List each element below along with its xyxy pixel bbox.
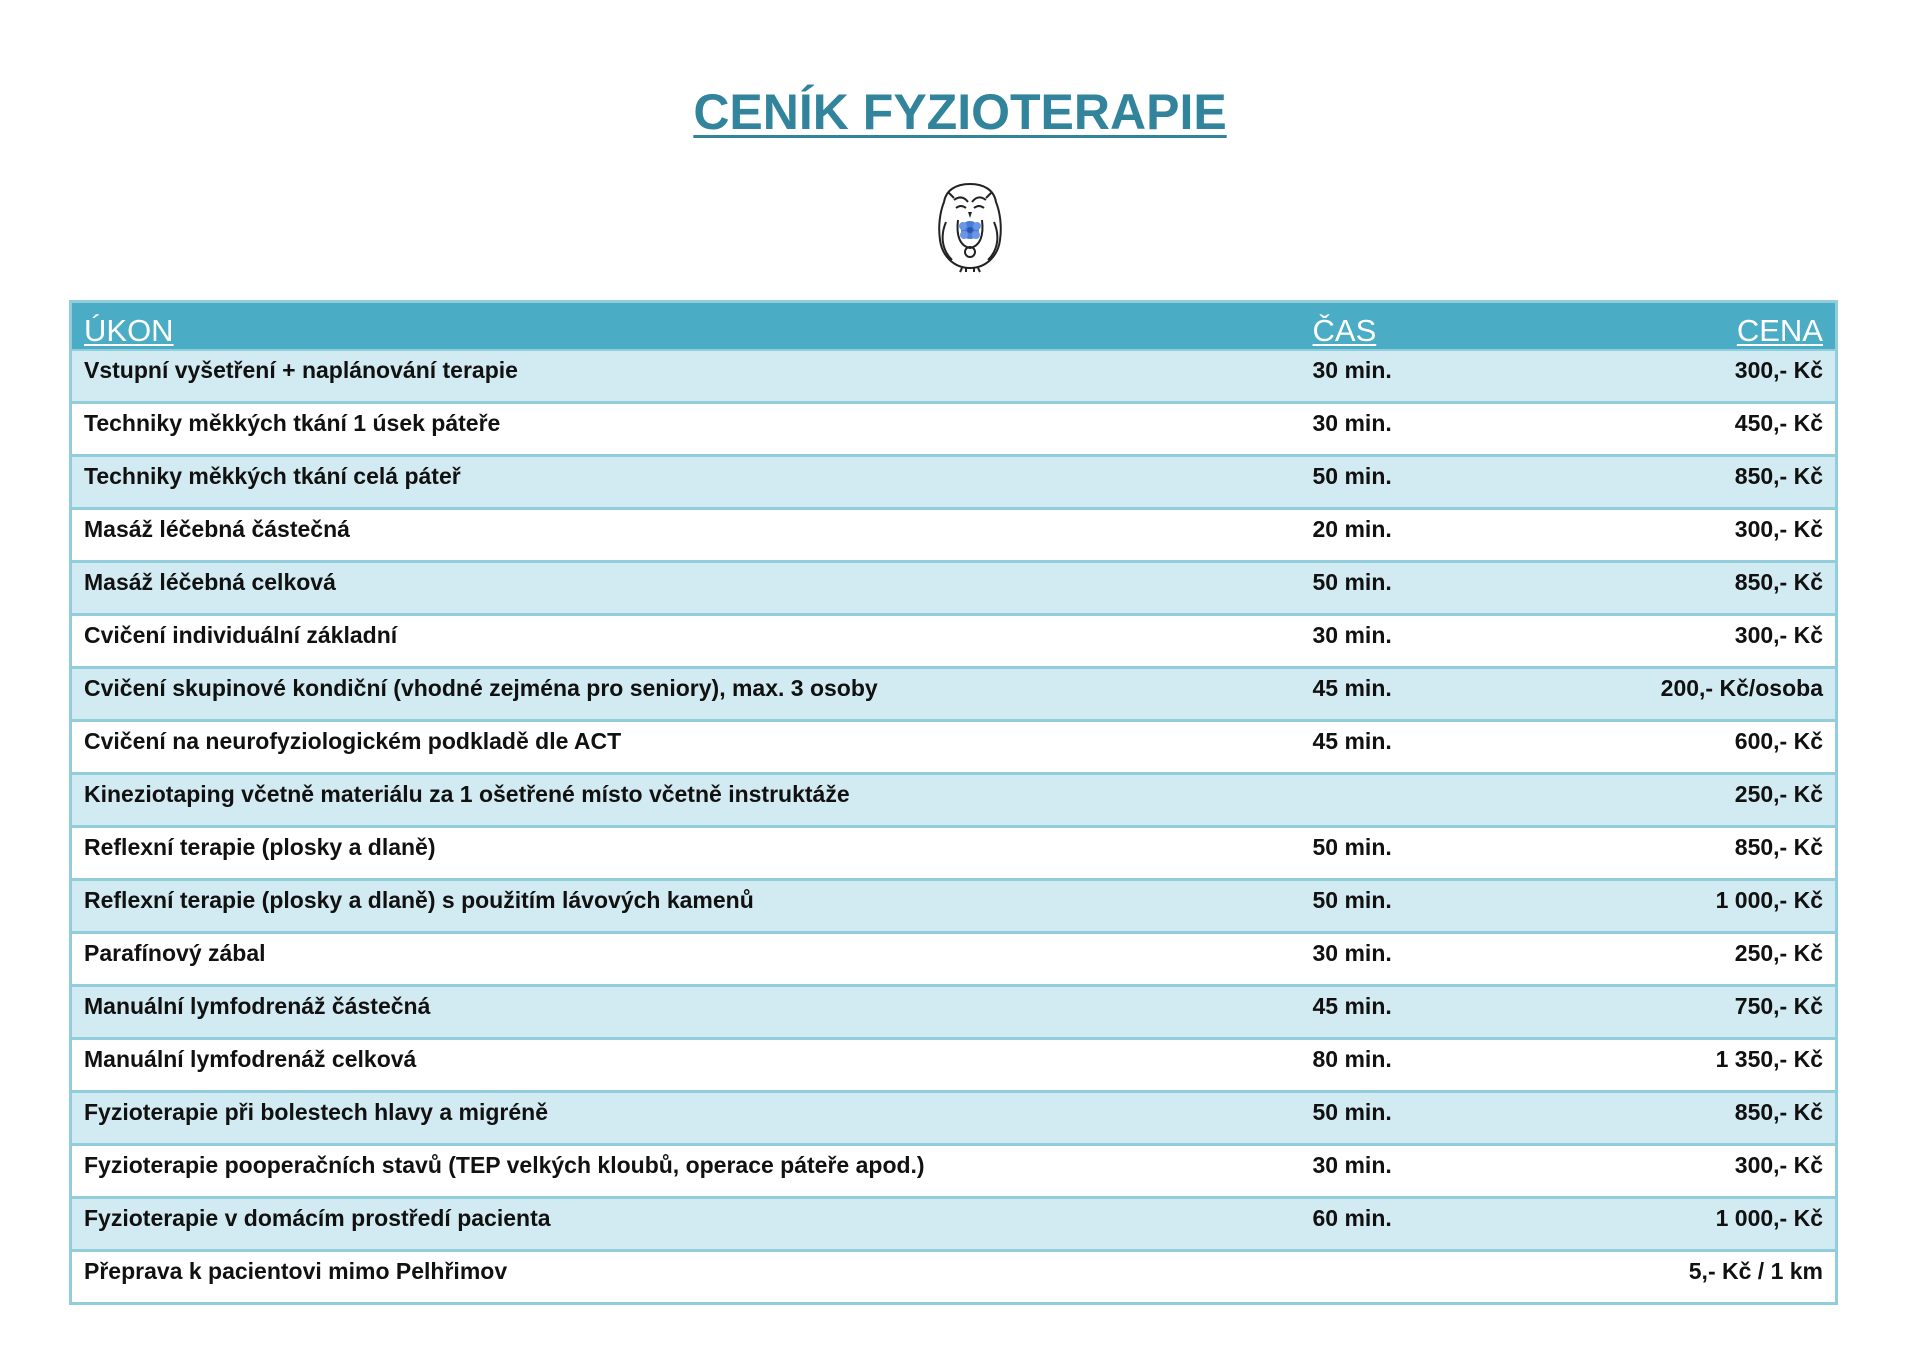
table-row [71, 827, 1837, 880]
header-service [71, 302, 1301, 351]
time-cell: 30 min. [1301, 615, 1567, 668]
table-row [71, 880, 1837, 933]
service-cell: Parafínový zábal [71, 933, 1301, 986]
table-row [71, 1145, 1837, 1198]
service-cell: Kineziotaping včetně materiálu za 1 ošetřené místo včetně instruktáže [71, 774, 1301, 827]
price-cell: 850,- Kč [1567, 827, 1837, 880]
table-row [71, 403, 1837, 456]
time-cell [1301, 1251, 1567, 1304]
price-cell: 1 350,- Kč [1567, 1039, 1837, 1092]
time-cell: 45 min. [1301, 668, 1567, 721]
service-cell: Fyzioterapie v domácím prostředí pacienta [71, 1198, 1301, 1251]
table-row [71, 615, 1837, 668]
price-cell: 5,- Kč / 1 km [1567, 1251, 1837, 1304]
price-cell: 850,- Kč [1567, 1092, 1837, 1145]
flower-icon [959, 221, 981, 239]
time-cell: 50 min. [1301, 827, 1567, 880]
service-cell: Manuální lymfodrenáž částečná [71, 986, 1301, 1039]
table-row [71, 1092, 1837, 1145]
price-cell: 300,- Kč [1567, 350, 1837, 403]
table-row [71, 1198, 1837, 1251]
price-cell: 750,- Kč [1567, 986, 1837, 1039]
price-cell: 1 000,- Kč [1567, 880, 1837, 933]
price-cell: 850,- Kč [1567, 562, 1837, 615]
table-row [71, 668, 1837, 721]
price-cell: 450,- Kč [1567, 403, 1837, 456]
table-row [71, 456, 1837, 509]
header-time [1301, 302, 1567, 351]
price-cell: 1 000,- Kč [1567, 1198, 1837, 1251]
time-cell: 50 min. [1301, 1092, 1567, 1145]
page-title-text: CENÍK FYZIOTERAPIE [693, 84, 1227, 140]
price-cell: 600,- Kč [1567, 721, 1837, 774]
service-cell: Techniky měkkých tkání celá páteř [71, 456, 1301, 509]
time-cell [1301, 774, 1567, 827]
service-cell: Fyzioterapie pooperačních stavů (TEP velkých kloubů, operace páteře apod.) [71, 1145, 1301, 1198]
time-cell: 50 min. [1301, 562, 1567, 615]
table-row [71, 1039, 1837, 1092]
table-row [71, 1251, 1837, 1304]
time-cell: 50 min. [1301, 456, 1567, 509]
price-cell: 850,- Kč [1567, 456, 1837, 509]
price-cell: 200,- Kč/osoba [1567, 668, 1837, 721]
price-cell: 250,- Kč [1567, 774, 1837, 827]
table-row [71, 562, 1837, 615]
header-price [1567, 302, 1837, 351]
time-cell: 20 min. [1301, 509, 1567, 562]
price-cell: 300,- Kč [1567, 1145, 1837, 1198]
table-row [71, 721, 1837, 774]
service-cell: Masáž léčebná celková [71, 562, 1301, 615]
time-cell: 30 min. [1301, 403, 1567, 456]
service-cell: Masáž léčebná částečná [71, 509, 1301, 562]
service-cell: Cvičení na neurofyziologickém podkladě dle ACT [71, 721, 1301, 774]
table-row [71, 986, 1837, 1039]
time-cell: 80 min. [1301, 1039, 1567, 1092]
time-cell: 45 min. [1301, 986, 1567, 1039]
header-service-label: ÚKON [84, 313, 174, 348]
time-cell: 30 min. [1301, 350, 1567, 403]
table-row [71, 933, 1837, 986]
service-cell: Manuální lymfodrenáž celková [71, 1039, 1301, 1092]
price-cell: 300,- Kč [1567, 615, 1837, 668]
table-row [71, 509, 1837, 562]
service-cell: Techniky měkkých tkání 1 úsek páteře [71, 403, 1301, 456]
service-cell: Cvičení skupinové kondiční (vhodné zejména pro seniory), max. 3 osoby [71, 668, 1301, 721]
header-time-label: ČAS [1312, 313, 1377, 348]
time-cell: 30 min. [1301, 1145, 1567, 1198]
service-cell: Reflexní terapie (plosky a dlaně) [71, 827, 1301, 880]
page-title [0, 82, 1920, 142]
service-cell: Reflexní terapie (plosky a dlaně) s použitím lávových kamenů [71, 880, 1301, 933]
service-cell: Vstupní vyšetření + naplánování terapie [71, 350, 1301, 403]
owl-physio-icon [930, 178, 1010, 274]
time-cell: 50 min. [1301, 880, 1567, 933]
price-table [69, 300, 1838, 1305]
time-cell: 30 min. [1301, 933, 1567, 986]
time-cell: 60 min. [1301, 1198, 1567, 1251]
price-cell: 300,- Kč [1567, 509, 1837, 562]
table-row [71, 774, 1837, 827]
price-cell: 250,- Kč [1567, 933, 1837, 986]
header-price-label: CENA [1736, 313, 1823, 348]
service-cell: Přeprava k pacientovi mimo Pelhřimov [71, 1251, 1301, 1304]
service-cell: Cvičení individuální základní [71, 615, 1301, 668]
table-header-row [71, 302, 1837, 351]
service-cell: Fyzioterapie při bolestech hlavy a migréně [71, 1092, 1301, 1145]
time-cell: 45 min. [1301, 721, 1567, 774]
table-row [71, 350, 1837, 403]
